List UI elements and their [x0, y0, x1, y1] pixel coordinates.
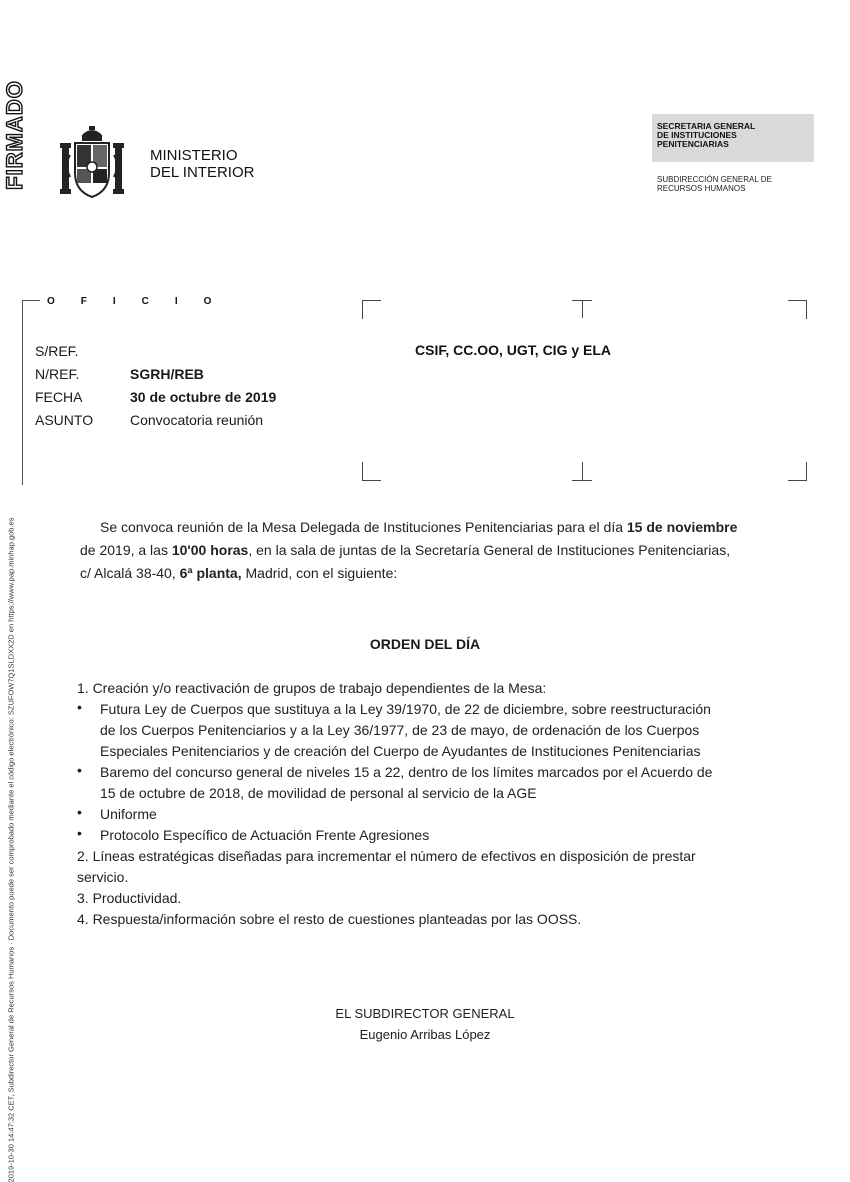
sref-label: S/REF.: [35, 343, 79, 359]
subdir-line-1: SUBDIRECCIÓN GENERAL DE: [657, 175, 772, 184]
window-tick-bc: [582, 462, 583, 480]
fecha-row: [35, 389, 335, 411]
ministry-line-2: DEL INTERIOR: [150, 164, 255, 181]
agenda-bullet-2-line-2: 15 de octubre de 2018, de movilidad de personal al servicio de la AGE: [100, 785, 537, 801]
coat-of-arms-icon: [58, 125, 126, 201]
asunto-row: [35, 412, 335, 434]
nref-value: SGRH/REB: [130, 366, 204, 382]
agenda-item-2-line-1: 2. Líneas estratégicas diseñadas para incrementar el número de efectivos en disposición de prestar: [77, 848, 696, 864]
verification-note-text: 2019-10-30 14:47:32 CET, Subdirector General de Recursos Humanos · Documento puede ser comprobado mediante el código electrónico: SZUFOW7Q1SLDXX2D en https://www.pap.minhap.gob.es: [6, 517, 16, 1182]
intro-line-1: [100, 517, 737, 538]
firmado-text: FIRMADO: [2, 80, 27, 190]
fecha-value: 30 de octubre de 2019: [130, 389, 277, 405]
bullet-icon: •: [77, 804, 82, 820]
agenda-item-4: 4. Respuesta/información sobre el resto de cuestiones planteadas por las OOSS.: [77, 911, 582, 927]
window-corner-tr: [788, 300, 807, 319]
ministry-line-1: MINISTERIO: [150, 147, 238, 164]
intro-3a: c/ Alcalá 38-40,: [80, 565, 180, 581]
nref-row: [35, 366, 335, 388]
asunto-label: ASUNTO: [35, 412, 94, 428]
window-corner-br: [788, 462, 807, 481]
intro-line-2: [80, 540, 730, 561]
agenda-item-1: 1. Creación y/o reactivación de grupos de trabajo dependientes de la Mesa:: [77, 680, 547, 696]
recipient: CSIF, CC.OO, UGT, CIG y ELA: [415, 342, 612, 358]
ministry-name: [150, 147, 254, 181]
signature-name: Eugenio Arribas López: [359, 1027, 491, 1042]
intro-2c: , en la sala de juntas de la Secretaría General de Instituciones Penitenciarias,: [248, 542, 731, 558]
secgen-line-2: DE INSTITUCIONES: [657, 130, 737, 140]
nref-label: N/REF.: [35, 366, 80, 382]
secretaria-general-box: [652, 114, 814, 162]
fecha-label: FECHA: [35, 389, 83, 405]
agenda-bullet-4: Protocolo Específico de Actuación Frente Agresiones: [100, 827, 430, 843]
window-tick-tc: [582, 300, 583, 318]
oficio-frame-top: [22, 300, 40, 301]
intro-3c: Madrid, con el siguiente:: [241, 565, 398, 581]
secgen-line-3: PENITENCIARIAS: [657, 139, 729, 149]
asunto-value: Convocatoria reunión: [130, 412, 264, 428]
oficio-frame-left: [22, 300, 23, 485]
secgen-line-1: SECRETARIA GENERAL: [657, 121, 756, 131]
agenda-bullet-1-line-2: de los Cuerpos Penitenciarios y a la Ley 36/1977, de 23 de mayo, de ordenación de los Cuerpos: [100, 722, 700, 738]
meeting-time: 10'00 horas: [171, 542, 249, 558]
bullet-icon: •: [77, 699, 82, 715]
firmado-stamp: [0, 60, 30, 210]
intro-1a: Se convoca reunión de la Mesa Delegada de Instituciones Penitenciarias para el día: [100, 519, 627, 535]
agenda-bullet-2-line-1: Baremo del concurso general de niveles 15 a 22, dentro de los límites marcados por el Acuerdo de: [100, 764, 713, 780]
meeting-floor: 6ª planta,: [179, 565, 242, 581]
oficio-label: OFICIO: [47, 296, 238, 307]
agenda-bullet-3: Uniforme: [100, 806, 157, 822]
bullet-icon: •: [77, 762, 82, 778]
intro-line-3: [80, 563, 397, 584]
subdireccion-label: [657, 175, 772, 193]
sref-row: [35, 343, 335, 365]
agenda-item-2-line-2: servicio.: [77, 869, 129, 885]
window-corner-tl: [362, 300, 381, 319]
agenda-item-3: 3. Productividad.: [77, 890, 182, 906]
agenda-title: ORDEN DEL DÍA: [369, 636, 481, 652]
bullet-icon: •: [77, 825, 82, 841]
subdir-line-2: RECURSOS HUMANOS: [657, 184, 746, 193]
window-corner-bl: [362, 462, 381, 481]
agenda-bullet-1-line-3: Especiales Penitenciarios y de creación del Cuerpo de Ayudantes de Instituciones Penitenciarias: [100, 743, 701, 759]
agenda-bullet-1-line-1: Futura Ley de Cuerpos que sustituya a la Ley 39/1970, de 22 de diciembre, sobre reestructuración: [100, 701, 711, 717]
meeting-date: 15 de noviembre: [626, 519, 738, 535]
signature-title: EL SUBDIRECTOR GENERAL: [335, 1006, 515, 1021]
intro-2a: de 2019, a las: [80, 542, 172, 558]
